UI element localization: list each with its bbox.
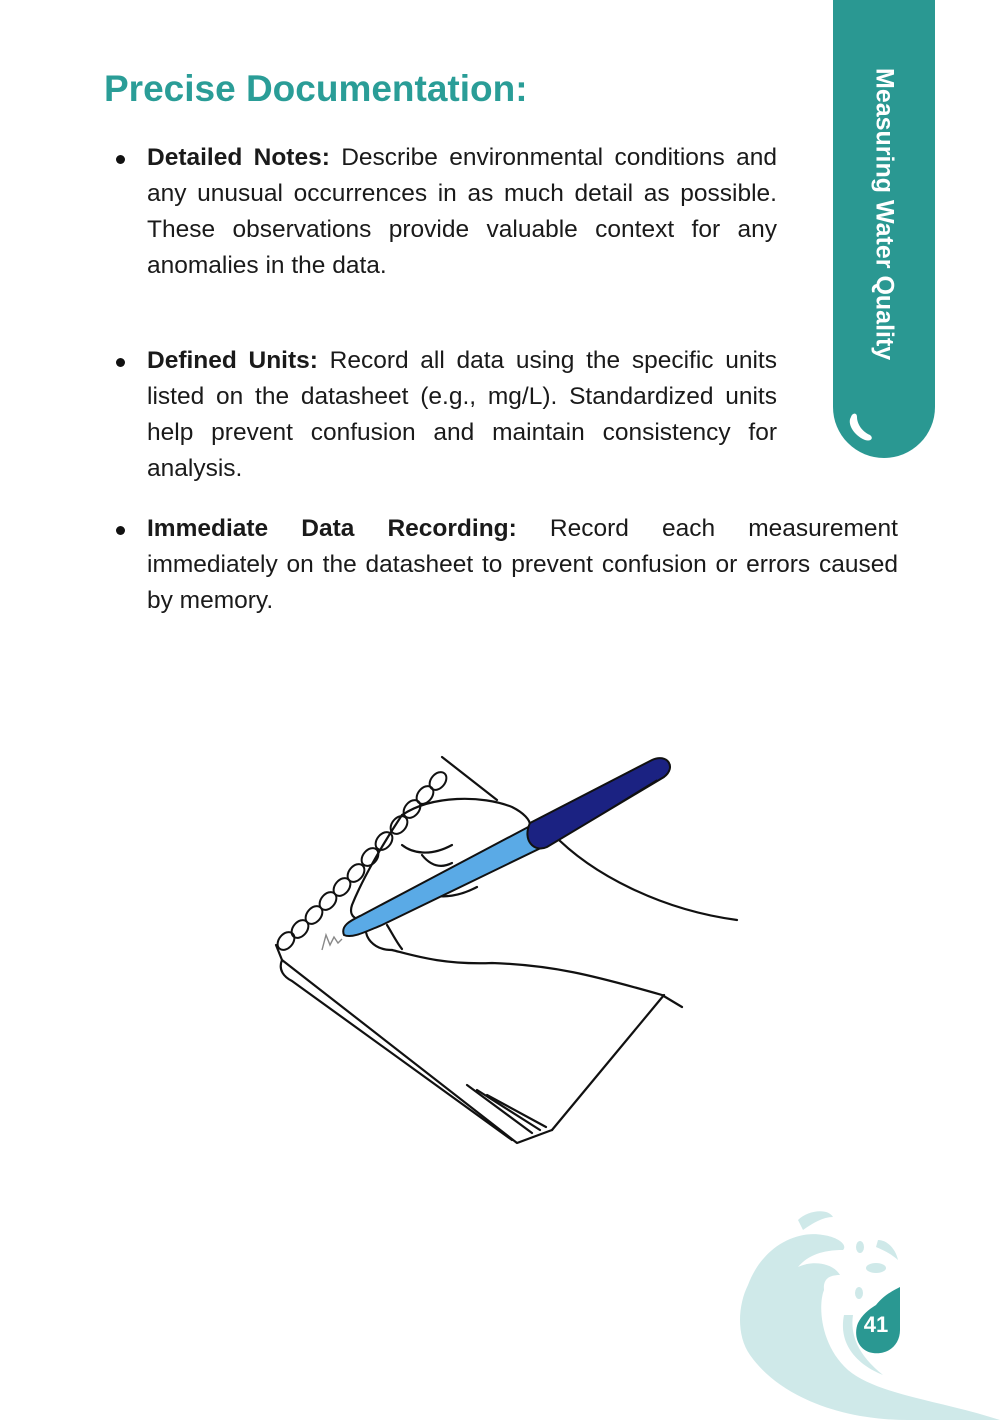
bullet-defined-units	[112, 343, 777, 487]
bullet-list	[112, 140, 777, 284]
section-tab	[833, 0, 935, 458]
bullet-list	[112, 343, 777, 487]
hand-writing-notebook-icon	[262, 745, 752, 1150]
bullet-heading: Detailed Notes:	[147, 144, 330, 171]
page-title: Precise Documentation:	[104, 68, 528, 109]
bullet-immediate-recording	[112, 511, 898, 619]
droplet-mark-icon	[841, 405, 881, 445]
section-tab-label: Measuring Water Quality	[870, 68, 899, 361]
bullet-heading: Immediate Data Recording:	[147, 515, 517, 542]
bullet-text: Describe environmental conditions and any unusual occurrences in as much detail as possible. These observations provide valuable context for any anomalies in the data.	[147, 144, 777, 279]
bullet-text: Record each measurement immediately on the datasheet to prevent confusion or errors caused by memory.	[147, 515, 898, 614]
bullet-detailed-notes	[112, 140, 777, 284]
bullet-text: Record all data using the specific units listed on the datasheet (e.g., mg/L). Standardized units help prevent confusion and maintain consistency for analysis.	[147, 347, 777, 482]
bullet-list	[112, 511, 898, 619]
page-number: 41	[863, 1312, 889, 1337]
bullet-heading: Defined Units:	[147, 347, 318, 374]
